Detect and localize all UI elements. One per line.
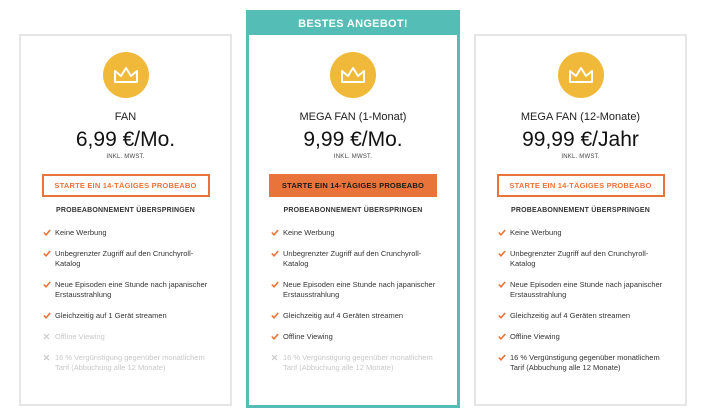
check-icon [498,249,510,269]
feature-item: Unbegrenzter Zugriff auf den Crunchyroll-Katalog [498,249,668,269]
best-offer-ribbon: BESTES ANGEBOT! [249,13,457,35]
plan-card-mega-fan-monthly [246,10,460,408]
crown-icon [330,52,376,98]
check-icon [271,332,283,342]
tax-note: INKL. MWST. [333,154,373,160]
crown-badge [21,52,230,98]
check-icon [498,353,510,373]
feature-item: Keine Werbung [43,228,213,238]
plan-name: MEGA FAN (1-Monat) [299,111,407,123]
feature-item: 16 % Vergünstigung gegenüber monatlichem Tarif (Abbuchung alle 12 Monate) [43,353,213,373]
feature-item: Gleichzeitig auf 4 Geräten streamen [498,311,668,321]
start-trial-button[interactable]: STARTE EIN 14-TÄGIGES PROBEABO [269,174,437,197]
tax-note: INKL. MWST. [561,154,600,160]
feature-item: Offline Viewing [271,332,441,342]
feature-item: Offline Viewing [43,332,213,342]
feature-item: Gleichzeitig auf 1 Gerät streamen [43,311,213,321]
check-icon [43,249,55,269]
start-trial-button[interactable]: STARTE EIN 14-TÄGIGES PROBEABO [497,174,665,197]
feature-item: Offline Viewing [498,332,668,342]
crown-badge [476,52,685,98]
plan-price: 6,99 €/Mo. [75,128,176,151]
feature-list [498,228,668,373]
check-icon [498,332,510,342]
skip-trial-link[interactable]: PROBEABONNEMENT ÜBERSPRINGEN [283,207,423,214]
plan-card-mega-fan-yearly [474,34,687,406]
feature-item: Neue Episoden eine Stunde nach japanischer Erstausstrahlung [271,280,441,300]
check-icon [271,228,283,238]
feature-item: Gleichzeitig auf 4 Geräten streamen [271,311,441,321]
feature-list [271,228,441,373]
cross-icon [43,332,55,342]
feature-item: Unbegrenzter Zugriff auf den Crunchyroll-Katalog [271,249,441,269]
crown-badge [249,52,457,98]
check-icon [271,249,283,269]
plan-price: 9,99 €/Mo. [303,128,403,151]
check-icon [498,280,510,300]
tax-note: INKL. MWST. [106,154,145,160]
cross-icon [43,353,55,373]
check-icon [271,280,283,300]
feature-item: Neue Episoden eine Stunde nach japanischer Erstausstrahlung [43,280,213,300]
crown-icon [558,52,604,98]
feature-item: Keine Werbung [271,228,441,238]
plan-name: MEGA FAN (12-Monate) [520,111,641,123]
feature-item: Neue Episoden eine Stunde nach japanischer Erstausstrahlung [498,280,668,300]
plan-name: FAN [114,111,137,123]
check-icon [498,228,510,238]
check-icon [43,280,55,300]
check-icon [43,311,55,321]
start-trial-button[interactable]: STARTE EIN 14-TÄGIGES PROBEABO [42,174,210,197]
check-icon [498,311,510,321]
feature-list [43,228,213,373]
plan-card-fan [19,34,232,406]
feature-item: Keine Werbung [498,228,668,238]
cross-icon [271,353,283,373]
feature-item: 16 % Vergünstigung gegenüber monatlichem Tarif (Abbuchung alle 12 Monate) [498,353,668,373]
crown-icon [103,52,149,98]
feature-item: Unbegrenzter Zugriff auf den Crunchyroll-Katalog [43,249,213,269]
check-icon [43,228,55,238]
skip-trial-link[interactable]: PROBEABONNEMENT ÜBERSPRINGEN [511,207,650,214]
plan-price: 99,99 €/Jahr [522,128,639,151]
check-icon [271,311,283,321]
skip-trial-link[interactable]: PROBEABONNEMENT ÜBERSPRINGEN [56,207,195,214]
feature-item: 16 % Vergünstigung gegenüber monatlichem Tarif (Abbuchung alle 12 Monate) [271,353,441,373]
